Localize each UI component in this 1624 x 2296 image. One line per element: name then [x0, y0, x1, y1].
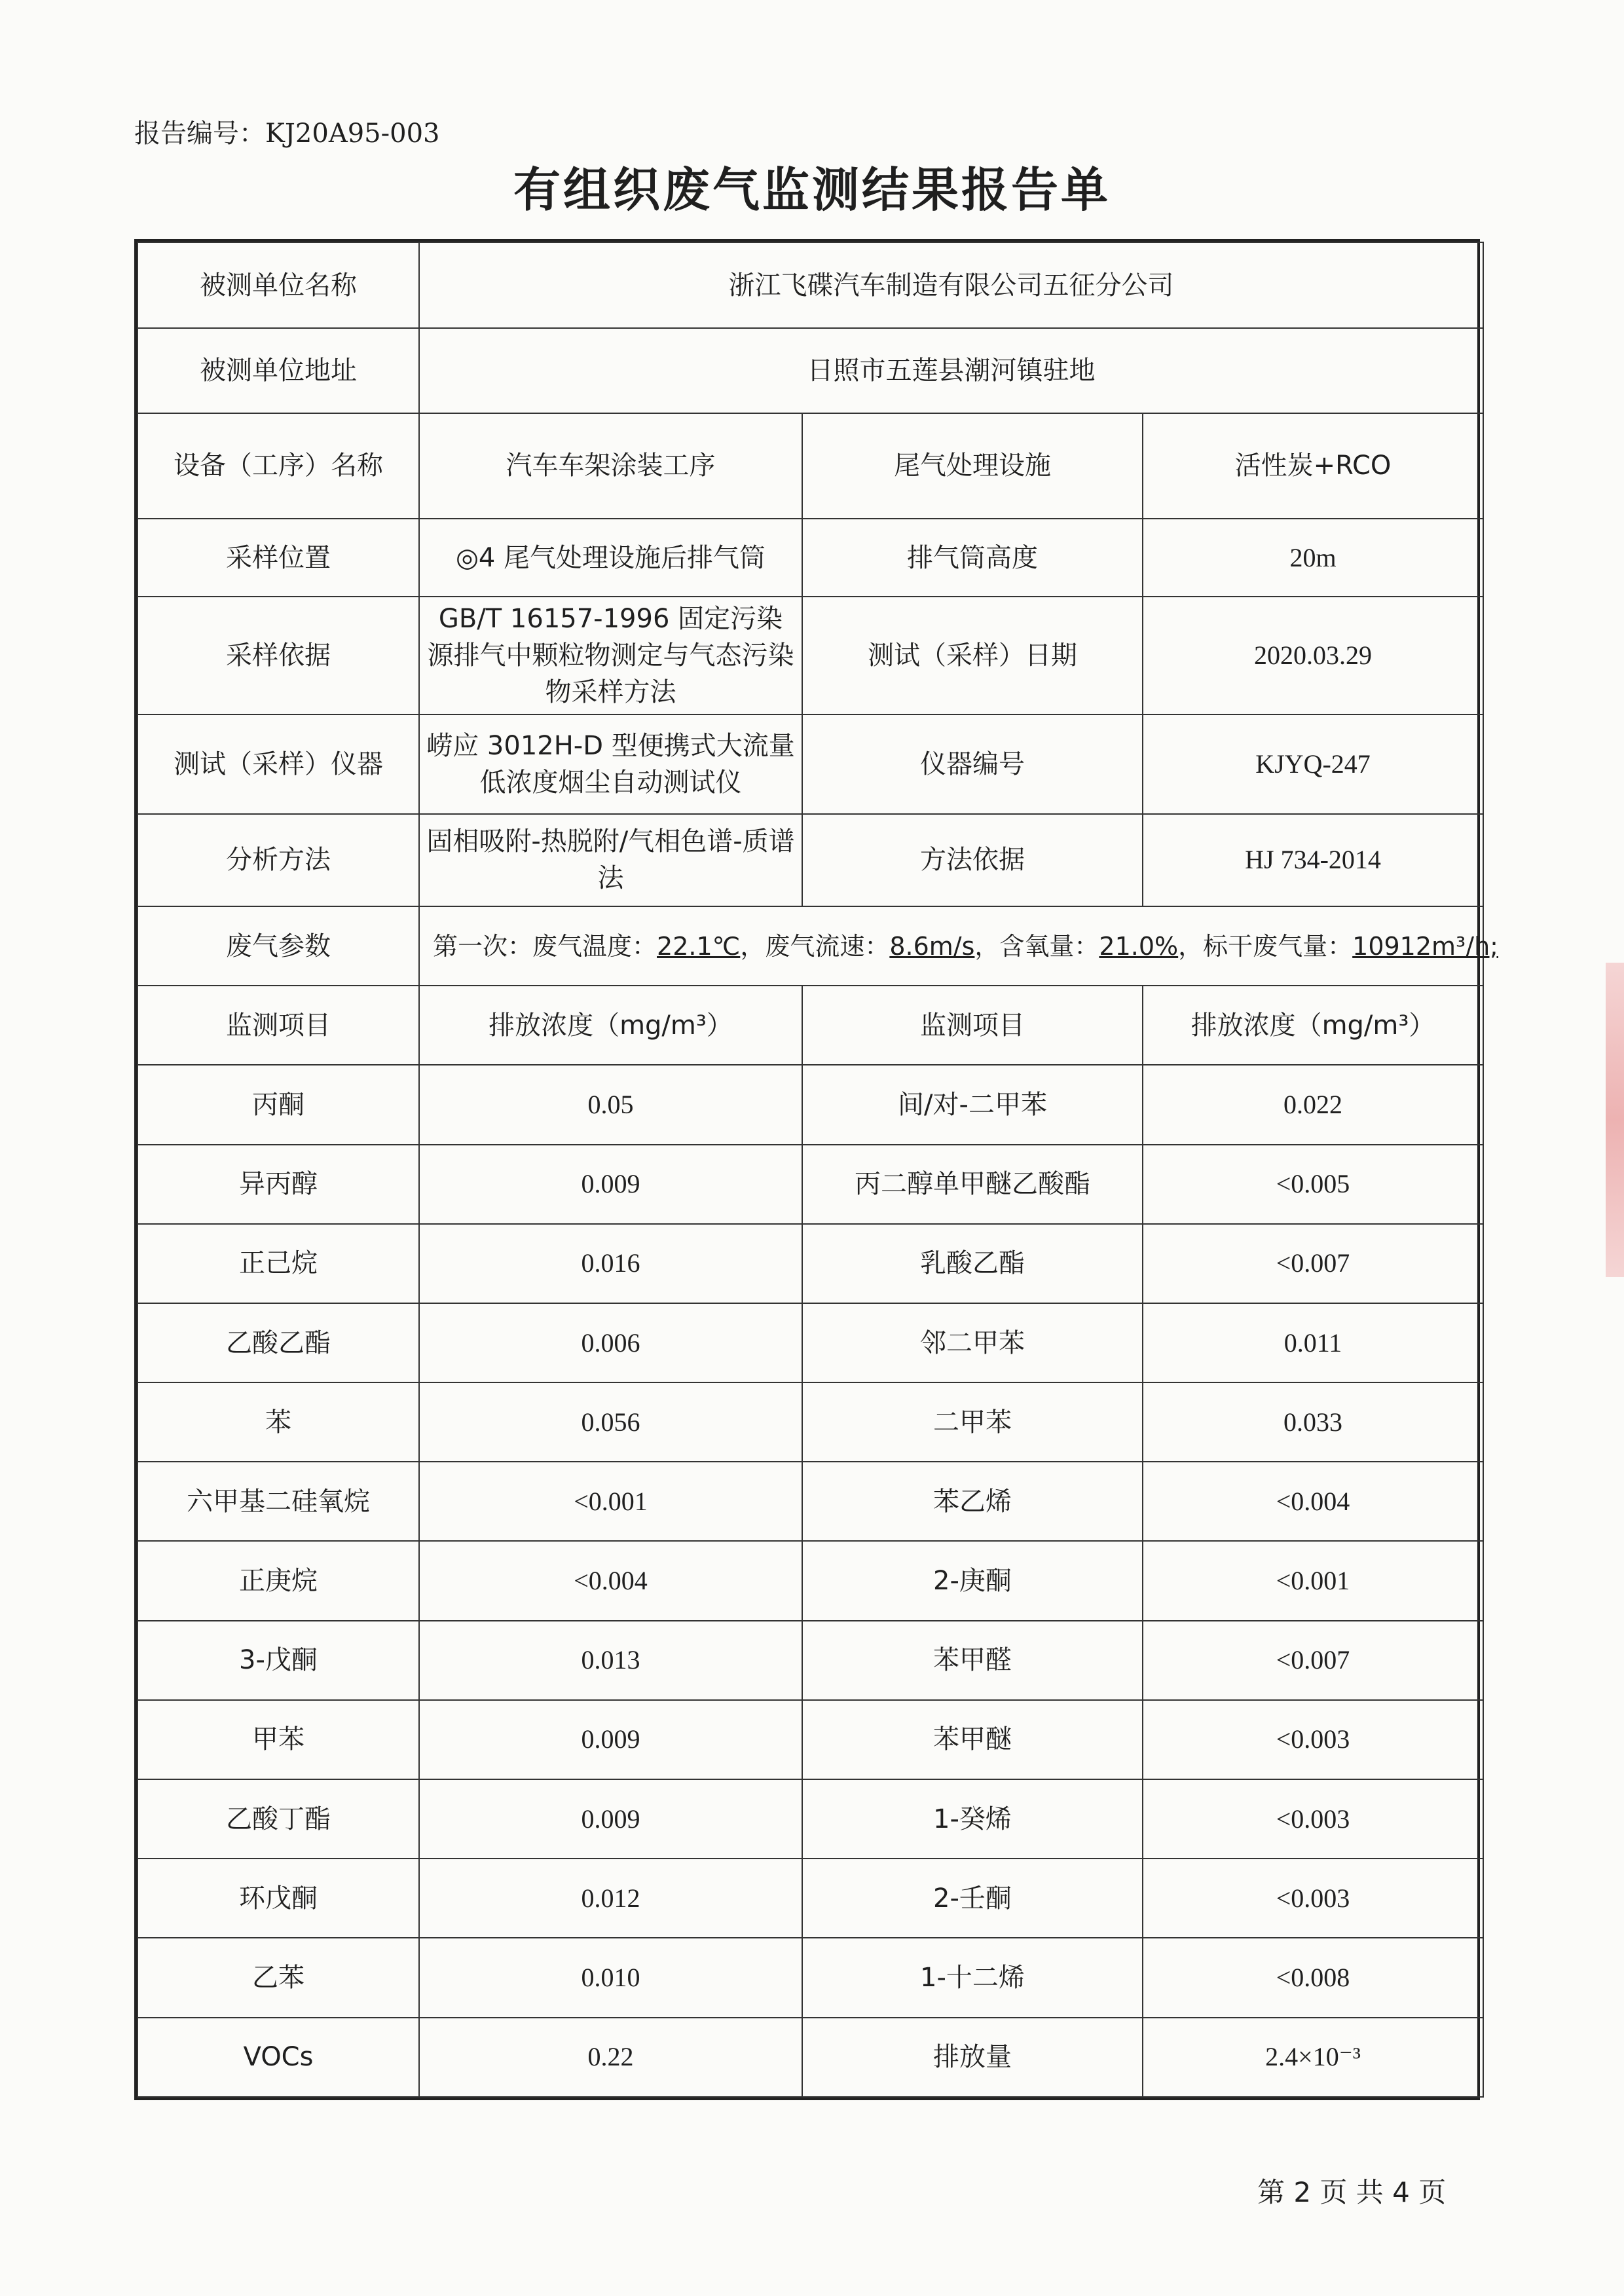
unit-address-value: 日照市五莲县潮河镇驻地 [419, 328, 1483, 413]
concentration-a: 0.056 [419, 1382, 802, 1462]
table-row [138, 1621, 1483, 1700]
gas-volume-value: 10912m³/h; [1352, 931, 1498, 961]
item-name-b: 乳酸乙酯 [802, 1224, 1143, 1303]
concentration-b: <0.003 [1143, 1700, 1483, 1779]
gas-temp-value: 22.1℃ [657, 931, 741, 961]
item-name-a: 苯 [138, 1382, 419, 1462]
item-name-b: 苯甲醛 [802, 1621, 1143, 1700]
table-row [138, 1303, 1483, 1382]
gas-params-label: 废气参数 [138, 906, 419, 986]
col-header-item-a: 监测项目 [138, 986, 419, 1065]
item-name-b: 1-十二烯 [802, 1938, 1143, 2017]
table-row [138, 1065, 1483, 1144]
analysis-method-value: 固相吸附-热脱附/气相色谱-质谱法 [419, 814, 802, 906]
concentration-a: 0.010 [419, 1938, 802, 2017]
instrument-label: 测试（采样）仪器 [138, 714, 419, 813]
item-name-b: 苯乙烯 [802, 1462, 1143, 1541]
concentration-b: <0.005 [1143, 1145, 1483, 1224]
item-name-a: 环戊酮 [138, 1859, 419, 1938]
equipment-label: 设备（工序）名称 [138, 413, 419, 519]
concentration-a: 0.013 [419, 1621, 802, 1700]
concentration-a: 0.009 [419, 1700, 802, 1779]
table-row [138, 1700, 1483, 1779]
gas-params-value [419, 906, 1498, 986]
concentration-a: 0.006 [419, 1303, 802, 1382]
col-header-conc-b: 排放浓度（mg/m³） [1143, 986, 1483, 1065]
concentration-b: 0.022 [1143, 1065, 1483, 1144]
seal-mark [1606, 963, 1624, 1277]
concentration-b: <0.007 [1143, 1224, 1483, 1303]
table-row [138, 1382, 1483, 1462]
item-name-a: 六甲基二硅氧烷 [138, 1462, 419, 1541]
test-date-value: 2020.03.29 [1143, 597, 1483, 714]
item-name-a: VOCs [138, 2018, 419, 2097]
gas-flow-label: ，废气流速： [740, 931, 890, 961]
method-basis-label: 方法依据 [802, 814, 1143, 906]
concentration-a: <0.004 [419, 1541, 802, 1620]
item-name-a: 甲苯 [138, 1700, 419, 1779]
gas-oxygen-label: ，含氧量： [974, 931, 1099, 961]
concentration-b: <0.004 [1143, 1462, 1483, 1541]
item-name-a: 异丙醇 [138, 1145, 419, 1224]
gas-oxygen-value: 21.0% [1099, 931, 1179, 961]
table-row [138, 1541, 1483, 1620]
item-name-b: 丙二醇单甲醚乙酸酯 [802, 1145, 1143, 1224]
stack-height-value: 20m [1143, 519, 1483, 597]
table-row [138, 1859, 1483, 1938]
item-name-a: 3-戊酮 [138, 1621, 419, 1700]
concentration-b: <0.001 [1143, 1541, 1483, 1620]
equipment-value: 汽车车架涂装工序 [419, 413, 802, 519]
table-row [138, 2018, 1483, 2097]
page-title: 有组织废气监测结果报告单 [513, 162, 1111, 217]
table-row [138, 1462, 1483, 1541]
item-name-b: 2-壬酮 [802, 1859, 1143, 1938]
page-number: 第 2 页 共 4 页 [1257, 2176, 1447, 2208]
sampling-position-label: 采样位置 [138, 519, 419, 597]
instrument-value: 崂应 3012H-D 型便携式大流量低浓度烟尘自动测试仪 [419, 714, 802, 813]
col-header-conc-a: 排放浓度（mg/m³） [419, 986, 802, 1065]
unit-name-label: 被测单位名称 [138, 242, 419, 328]
instrument-no-label: 仪器编号 [802, 714, 1143, 813]
concentration-b: <0.008 [1143, 1938, 1483, 2017]
item-name-b: 排放量 [802, 2018, 1143, 2097]
gas-temp-label: 废气温度： [532, 931, 657, 961]
report-table [134, 239, 1498, 2100]
item-name-b: 邻二甲苯 [802, 1303, 1143, 1382]
analysis-method-label: 分析方法 [138, 814, 419, 906]
concentration-a: 0.016 [419, 1224, 802, 1303]
concentration-a: 0.05 [419, 1065, 802, 1144]
item-name-a: 乙酸乙酯 [138, 1303, 419, 1382]
unit-address-label: 被测单位地址 [138, 328, 419, 413]
test-date-label: 测试（采样）日期 [802, 597, 1143, 714]
concentration-b: <0.003 [1143, 1859, 1483, 1938]
report-number: 报告编号：KJ20A95-003 [134, 119, 440, 149]
table-row [138, 1938, 1483, 2017]
concentration-a: 0.012 [419, 1859, 802, 1938]
item-name-a: 正庚烷 [138, 1541, 419, 1620]
unit-name-value: 浙江飞碟汽车制造有限公司五征分公司 [419, 242, 1483, 328]
gas-params-prefix: 第一次： [433, 931, 533, 961]
concentration-b: 2.4×10⁻³ [1143, 2018, 1483, 2097]
concentration-b: <0.007 [1143, 1621, 1483, 1700]
item-name-b: 1-癸烯 [802, 1779, 1143, 1859]
item-name-b: 2-庚酮 [802, 1541, 1143, 1620]
col-header-item-b: 监测项目 [802, 986, 1143, 1065]
item-name-a: 乙酸丁酯 [138, 1779, 419, 1859]
stack-height-label: 排气筒高度 [802, 519, 1143, 597]
sampling-basis-value: GB/T 16157-1996 固定污染源排气中颗粒物测定与气态污染物采样方法 [419, 597, 802, 714]
concentration-a: <0.001 [419, 1462, 802, 1541]
instrument-no-value: KJYQ-247 [1143, 714, 1483, 813]
item-name-a: 正己烷 [138, 1224, 419, 1303]
treatment-label: 尾气处理设施 [802, 413, 1143, 519]
concentration-b: 0.033 [1143, 1382, 1483, 1462]
table-row [138, 1779, 1483, 1859]
concentration-a: 0.009 [419, 1145, 802, 1224]
table-row [138, 1145, 1483, 1224]
method-basis-value: HJ 734-2014 [1143, 814, 1483, 906]
concentration-b: 0.011 [1143, 1303, 1483, 1382]
sampling-position-value: ◎4 尾气处理设施后排气筒 [419, 519, 802, 597]
concentration-a: 0.009 [419, 1779, 802, 1859]
concentration-a: 0.22 [419, 2018, 802, 2097]
item-name-b: 苯甲醚 [802, 1700, 1143, 1779]
item-name-b: 间/对-二甲苯 [802, 1065, 1143, 1144]
concentration-b: <0.003 [1143, 1779, 1483, 1859]
item-name-a: 丙酮 [138, 1065, 419, 1144]
table-row [138, 1224, 1483, 1303]
gas-flow-value: 8.6m/s [889, 931, 975, 961]
item-name-b: 二甲苯 [802, 1382, 1143, 1462]
sampling-basis-label: 采样依据 [138, 597, 419, 714]
treatment-value: 活性炭+RCO [1143, 413, 1483, 519]
gas-volume-label: ，标干废气量： [1178, 931, 1353, 961]
item-name-a: 乙苯 [138, 1938, 419, 2017]
